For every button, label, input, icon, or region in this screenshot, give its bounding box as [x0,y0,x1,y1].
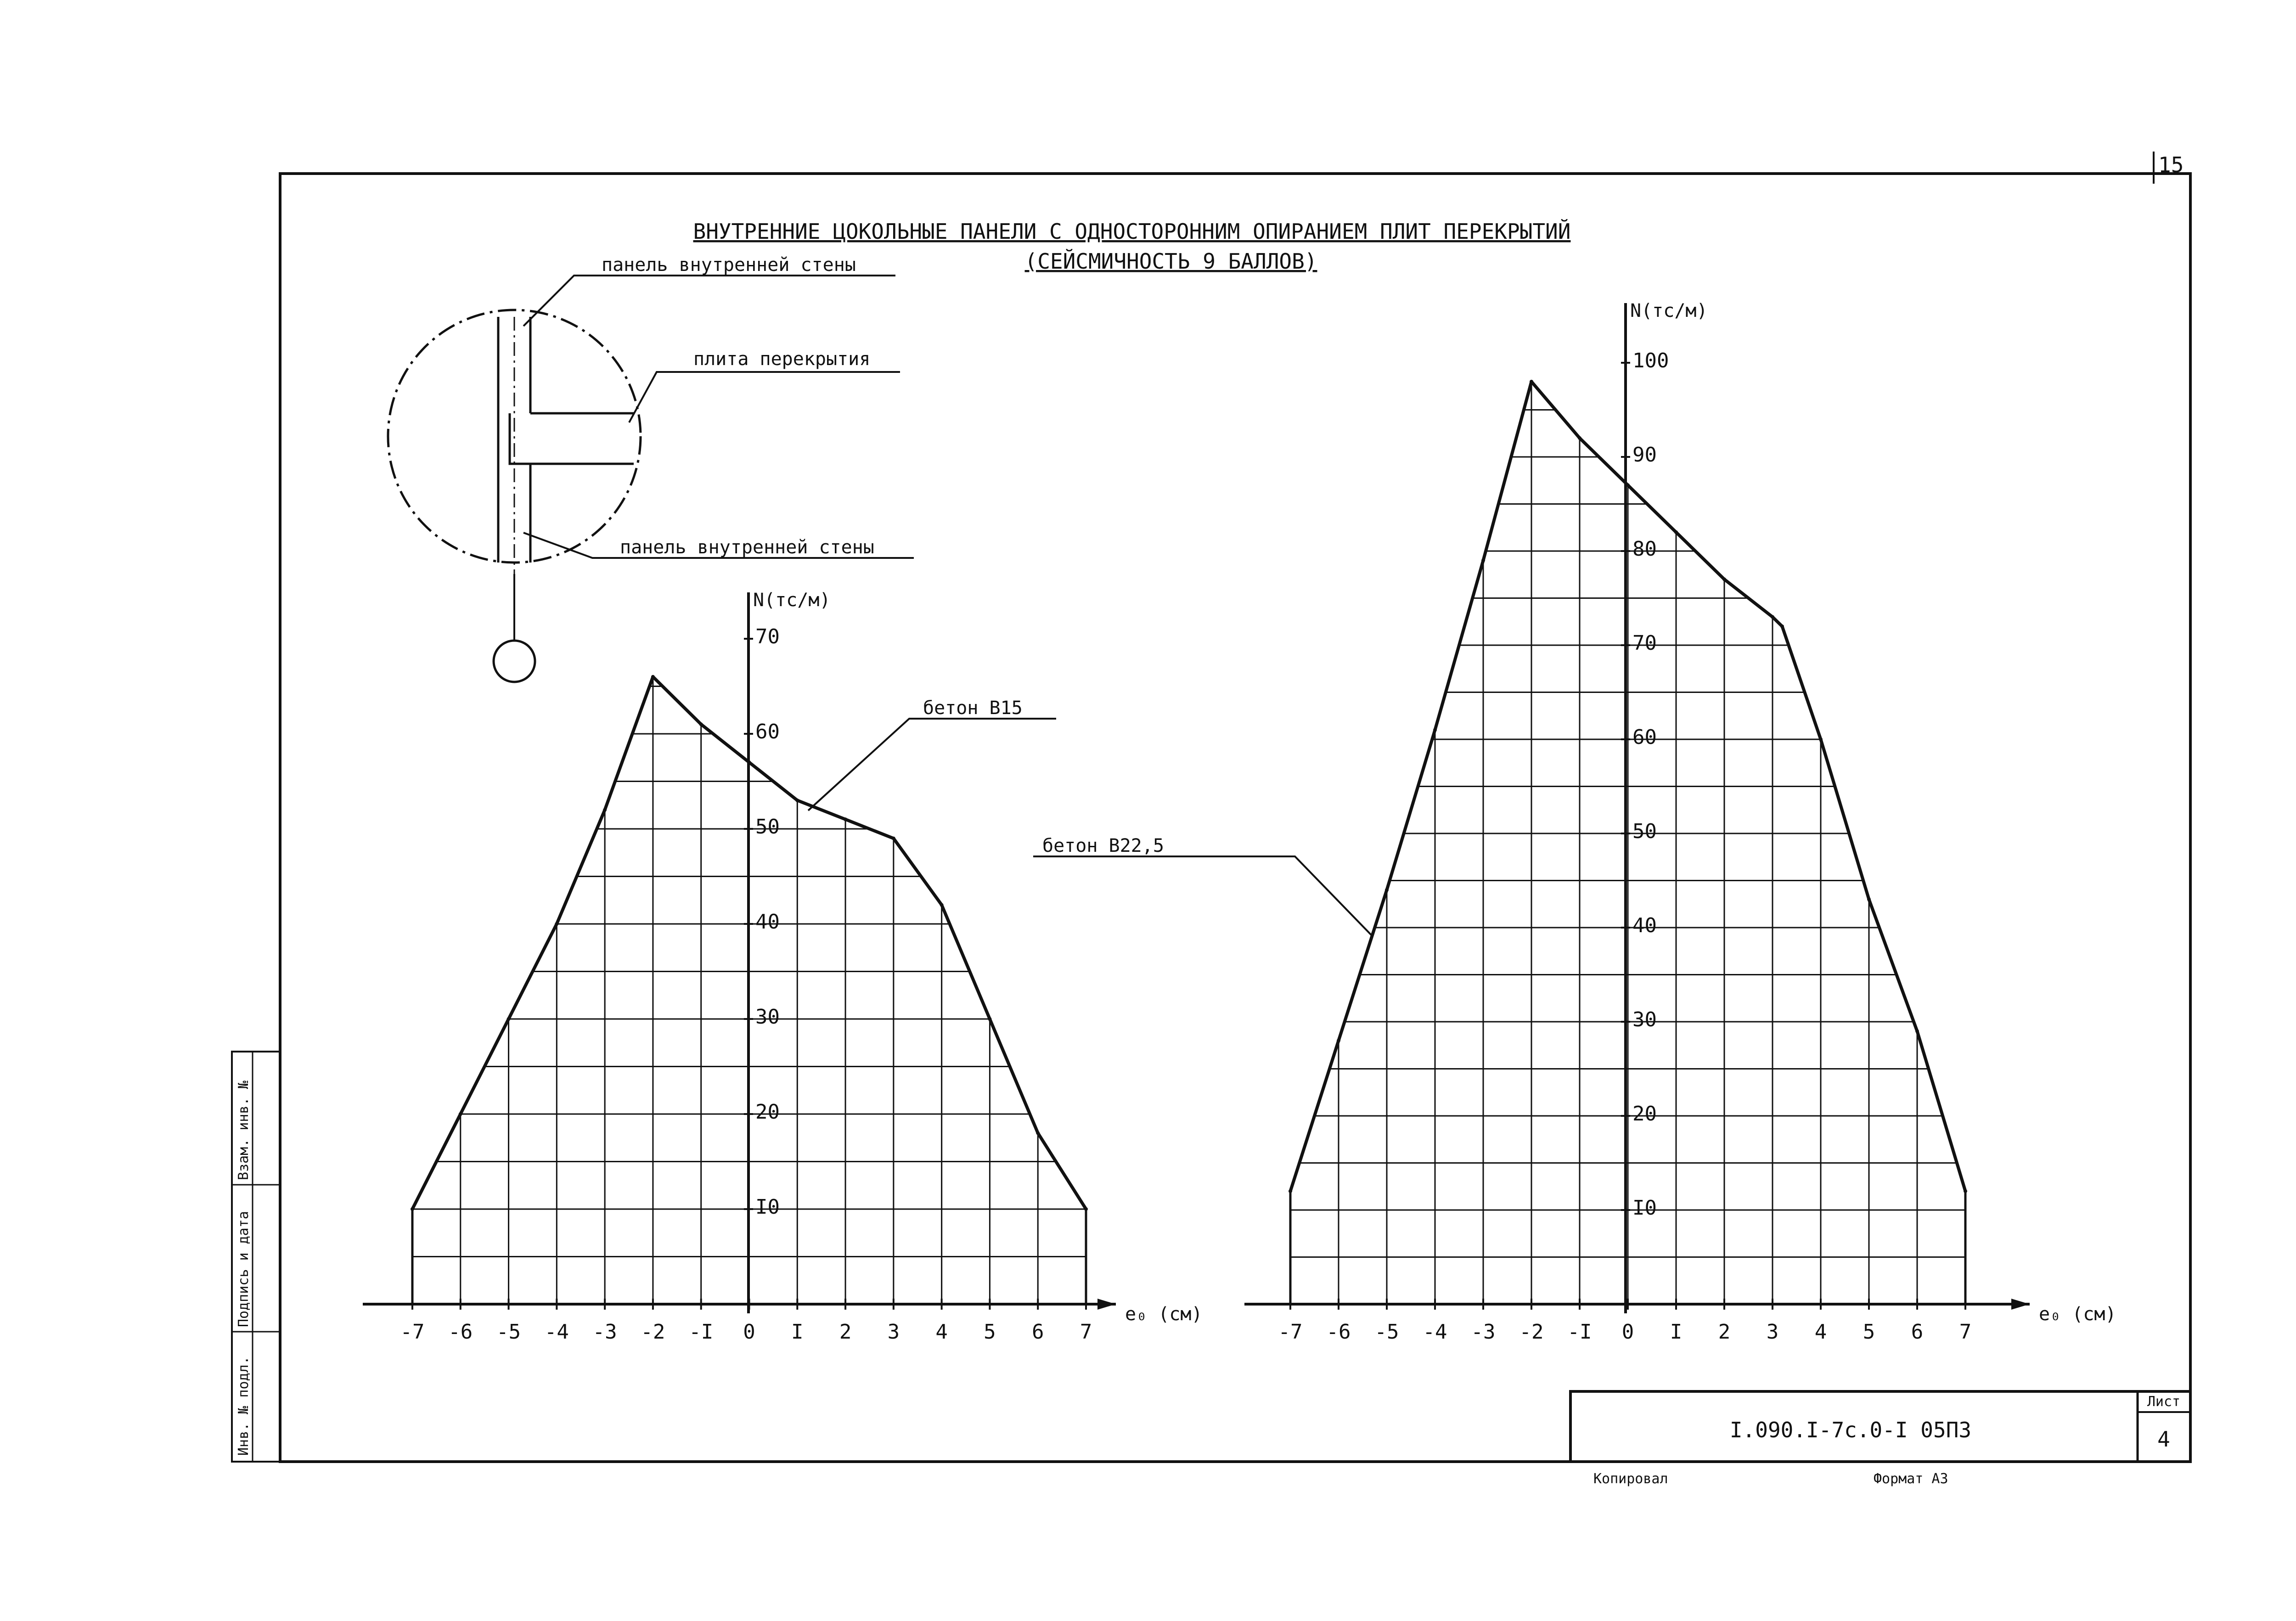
left-stamp [232,1052,280,1462]
x-tick-label: -6 [1326,1320,1351,1344]
x-tick-label: 0 [743,1320,755,1344]
detail-label-middle: плита перекрытия [693,349,871,370]
y-tick-label: 20 [1632,1102,1657,1126]
stamp-replace-label: Взам. инв. № [236,1081,252,1180]
grid [1290,271,1965,1304]
y-tick-label: I0 [1632,1196,1657,1220]
y-tick-label: 50 [1632,820,1657,843]
y-tick-label: 20 [755,1100,780,1124]
data-point [940,903,944,907]
y-tick-label: 60 [755,720,780,743]
y-tick-label: 30 [755,1005,780,1029]
x-tick-label: 7 [1080,1320,1092,1344]
page-number: 15 [2158,152,2184,177]
data-point [459,1112,462,1116]
footer-copied: Копировал [1593,1471,1668,1487]
y-tick-label: 70 [1632,631,1657,655]
sheet-frame [280,174,2190,1462]
document-code: I.090.I-7с.0-I 05ПЗ [1729,1418,1972,1442]
data-point [1674,530,1678,534]
data-point [1867,898,1871,901]
data-point [1289,1189,1292,1193]
y-tick-label: 100 [1632,349,1669,372]
data-point [1771,615,1774,619]
x-axis-label: e₀ (см) [2039,1304,2116,1325]
y-tick-label: 60 [1632,726,1657,749]
data-point [1964,1189,1967,1193]
detail-label-top: панель внутренней стены [602,254,856,276]
x-tick-label: I [791,1320,804,1344]
y-tick-label: 80 [1632,537,1657,561]
x-tick-label: 5 [984,1320,996,1344]
data-point [1819,737,1823,741]
data-point [651,675,655,679]
data-point [1722,578,1726,581]
x-tick-label: 2 [839,1320,852,1344]
footer-format: Формат А3 [1874,1471,1948,1487]
sheet-subtitle: (СЕЙСМИЧНОСТЬ 9 БАЛЛОВ) [1024,249,1317,274]
x-tick-label: 6 [1031,1320,1044,1344]
x-tick-label: 3 [887,1320,900,1344]
data-point [507,1017,511,1021]
data-point [1337,1039,1340,1042]
y-tick-label: 40 [1632,914,1657,937]
data-point [1084,1207,1088,1211]
x-axis-label: e₀ (см) [1125,1304,1203,1325]
x-axis-arrow [1097,1299,1116,1310]
x-tick-label: 0 [1621,1320,1634,1344]
data-point [1036,1131,1040,1135]
y-tick-label: 40 [755,910,780,934]
data-point [1481,559,1485,563]
data-point [1578,436,1581,440]
title-block [1570,1391,2190,1462]
x-tick-label: 5 [1863,1320,1875,1344]
x-tick-label: -I [689,1320,714,1344]
series-leader-line [808,719,1056,810]
sheet-label: Лист [2147,1394,2181,1410]
data-point [1915,1030,1919,1033]
x-tick-label: -3 [592,1320,617,1344]
y-axis-label: N(тс/м) [1630,300,1708,321]
x-tick-label: -I [1567,1320,1592,1344]
axis-marker [494,641,535,682]
x-tick-label: -3 [1471,1320,1496,1344]
x-axis-arrow [2011,1299,2030,1310]
x-tick-label: -2 [1519,1320,1544,1344]
data-point [699,722,703,726]
x-tick-label: -7 [400,1320,425,1344]
data-point [411,1207,414,1211]
x-tick-label: 4 [935,1320,948,1344]
stamp-sign-label: Подпись и дата [236,1211,252,1327]
x-tick-label: -5 [496,1320,521,1344]
x-tick-label: -4 [1423,1320,1447,1344]
detail-label-bottom: панель внутренней стены [620,537,874,558]
sheet-number: 4 [2157,1427,2170,1452]
chart-b15 [363,547,1203,1344]
y-tick-label: 70 [755,625,780,648]
y-tick-label: 90 [1632,443,1657,467]
data-point [1780,625,1784,628]
series-label: бетон B15 [923,698,1023,719]
data-point [603,808,607,812]
data-point [988,1017,991,1021]
x-tick-label: 7 [1959,1320,1972,1344]
stamp-inv-label: Инв. № подл. [236,1356,252,1456]
floor-slab-outline [510,413,634,464]
data-point [1530,380,1533,383]
x-tick-label: I [1670,1320,1683,1344]
data-point [844,817,847,821]
series-label: бетон B22,5 [1042,835,1164,856]
data-point [795,799,799,802]
y-tick-label: 30 [1632,1008,1657,1031]
x-tick-label: 6 [1911,1320,1924,1344]
y-tick-label: 50 [755,815,780,839]
data-point [1385,888,1389,892]
data-point [1433,728,1437,732]
x-tick-label: -6 [448,1320,473,1344]
y-tick-label: I0 [755,1195,780,1219]
x-tick-label: -7 [1278,1320,1303,1344]
x-tick-label: -2 [641,1320,665,1344]
x-tick-label: -4 [544,1320,569,1344]
x-tick-label: 3 [1766,1320,1779,1344]
series-leader-line [1033,856,1373,937]
sheet-title: ВНУТРЕННИЕ ЦОКОЛЬНЫЕ ПАНЕЛИ С ОДНОСТОРОННИМ ОПИРАНИЕМ ПЛИТ ПЕРЕКРЫТИЙ [693,219,1571,244]
x-tick-label: -5 [1374,1320,1399,1344]
chart-b225 [1033,271,2116,1344]
x-tick-label: 4 [1814,1320,1827,1344]
y-axis-label: N(тс/м) [753,590,831,611]
data-point [555,922,558,926]
joint-detail [388,254,914,682]
x-tick-label: 2 [1718,1320,1731,1344]
data-point [892,837,895,840]
